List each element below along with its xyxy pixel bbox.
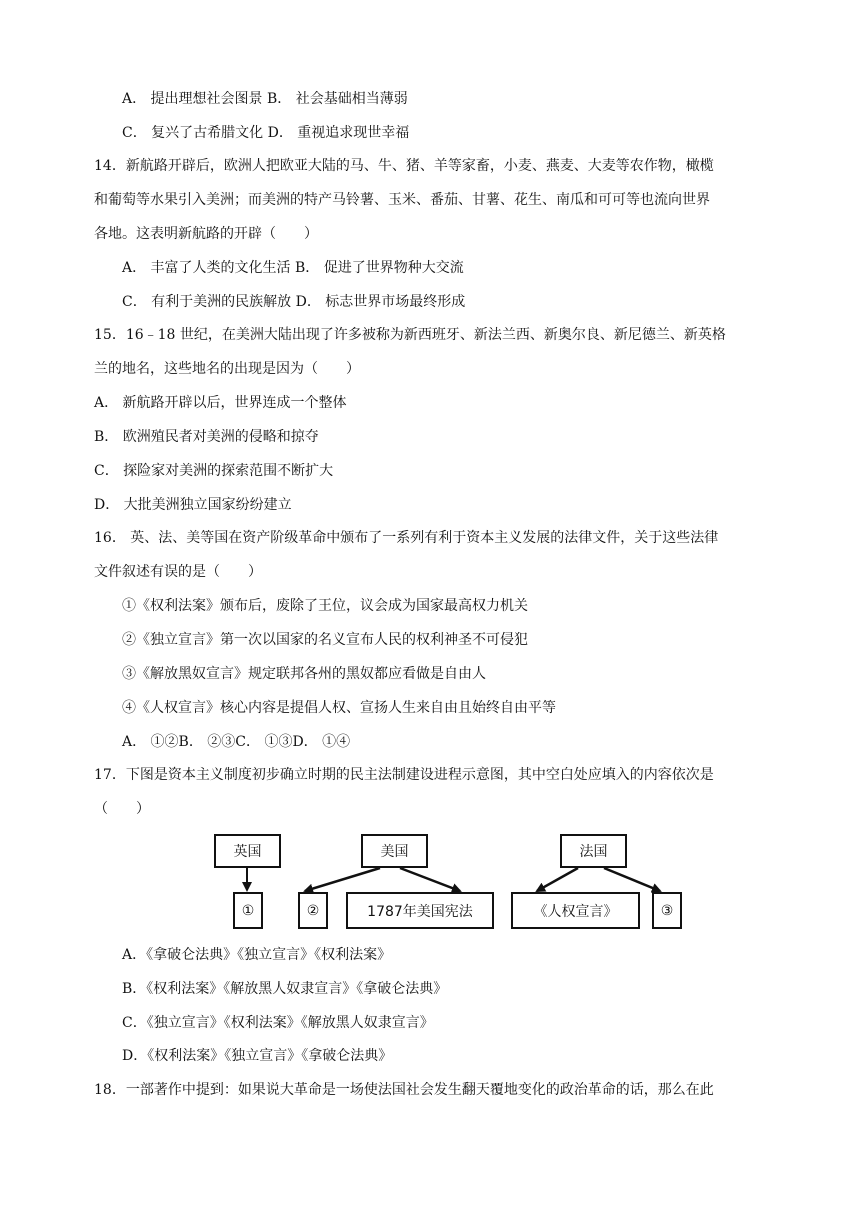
q15-option-a: A． 新航路开辟以后，世界连成一个整体: [94, 395, 347, 411]
q18-stem-line1: 18．一部著作中提到：如果说大革命是一场使法国社会发生翻天覆地变化的政治革命的话，那么在此: [94, 1082, 714, 1098]
box-blank2: ②: [298, 892, 328, 929]
q16-stem-line2: 文件叙述有误的是（ ）: [94, 564, 262, 580]
q16-item1: ①《权利法案》颁布后，废除了王位，议会成为国家最高权力机关: [122, 598, 528, 614]
arrow-france-to-rights: [537, 868, 578, 891]
box-england: 英国: [214, 834, 281, 868]
q14-stem-line3: 各地。这表明新航路的开辟（ ）: [94, 226, 318, 242]
q16-stem-line1: 16． 英、法、美等国在资产阶级革命中颁布了一系列有利于资本主义发展的法律文件，关于这些法律: [94, 530, 719, 546]
q13-options-row1: A． 提出理想社会图景 B． 社会基础相当薄弱: [122, 91, 408, 107]
q14-stem-line1: 14．新航路开辟后，欧洲人把欧亚大陆的马、牛、猪、羊等家畜，小麦、燕麦、大麦等农作物，橄榄: [94, 158, 714, 174]
q17-stem-line2: （ ）: [94, 801, 150, 817]
q17-option-a: A．《拿破仑法典》《独立宣言》《权利法案》: [122, 947, 392, 963]
q14-options-row2: C． 有利于美洲的民族解放 D． 标志世界市场最终形成: [122, 294, 466, 310]
box-rights-of-man: 《人权宣言》: [511, 892, 640, 929]
q16-item2: ②《独立宣言》第一次以国家的名义宣布人民的权利神圣不可侵犯: [122, 632, 528, 648]
q16-item4: ④《人权宣言》核心内容是提倡人权、宣扬人生来自由且始终自由平等: [122, 700, 556, 716]
q17-option-d: D．《权利法案》《独立宣言》《拿破仑法典》: [122, 1048, 393, 1064]
q15-stem-line2: 兰的地名，这些地名的出现是因为（ ）: [94, 361, 360, 377]
q17-option-b: B．《权利法案》《解放黑人奴隶宣言》《拿破仑法典》: [122, 981, 448, 997]
q15-stem-line1: 15．16﹣18 世纪，在美洲大陆出现了许多被称为新西班牙、新法兰西、新奥尔良、新尼德兰、新英格: [94, 327, 726, 343]
arrow-usa-to-constitution: [400, 868, 460, 891]
q13-options-row2: C． 复兴了古希腊文化 D． 重视追求现世幸福: [122, 125, 410, 141]
q16-options: A． ①②B． ②③C． ①③D． ①④: [122, 734, 351, 750]
box-france: 法国: [560, 834, 627, 868]
q14-options-row1: A． 丰富了人类的文化生活 B． 促进了世界物种大交流: [122, 260, 464, 276]
q17-option-c: C．《独立宣言》《权利法案》《解放黑人奴隶宣言》: [122, 1015, 434, 1031]
q15-option-d: D． 大批美洲独立国家纷纷建立: [94, 497, 292, 513]
q15-option-b: B． 欧洲殖民者对美洲的侵略和掠夺: [94, 429, 319, 445]
arrow-france-to-blank3: [604, 868, 660, 891]
arrow-usa-to-blank2: [305, 868, 380, 891]
box-usa: 美国: [361, 834, 428, 868]
q14-stem-line2: 和葡萄等水果引入美洲；而美洲的特产马铃薯、玉米、番茄、甘薯、花生、南瓜和可可等也流向世界: [94, 192, 710, 208]
q16-item3: ③《解放黑奴宣言》规定联邦各州的黑奴都应看做是自由人: [122, 666, 486, 682]
box-us-constitution: 1787年美国宪法: [346, 892, 494, 929]
box-blank3: ③: [652, 892, 682, 929]
box-blank1: ①: [233, 892, 263, 929]
q17-stem-line1: 17．下图是资本主义制度初步确立时期的民主法制建设进程示意图，其中空白处应填入的内容依次是: [94, 767, 714, 783]
q15-option-c: C． 探险家对美洲的探索范围不断扩大: [94, 463, 334, 479]
